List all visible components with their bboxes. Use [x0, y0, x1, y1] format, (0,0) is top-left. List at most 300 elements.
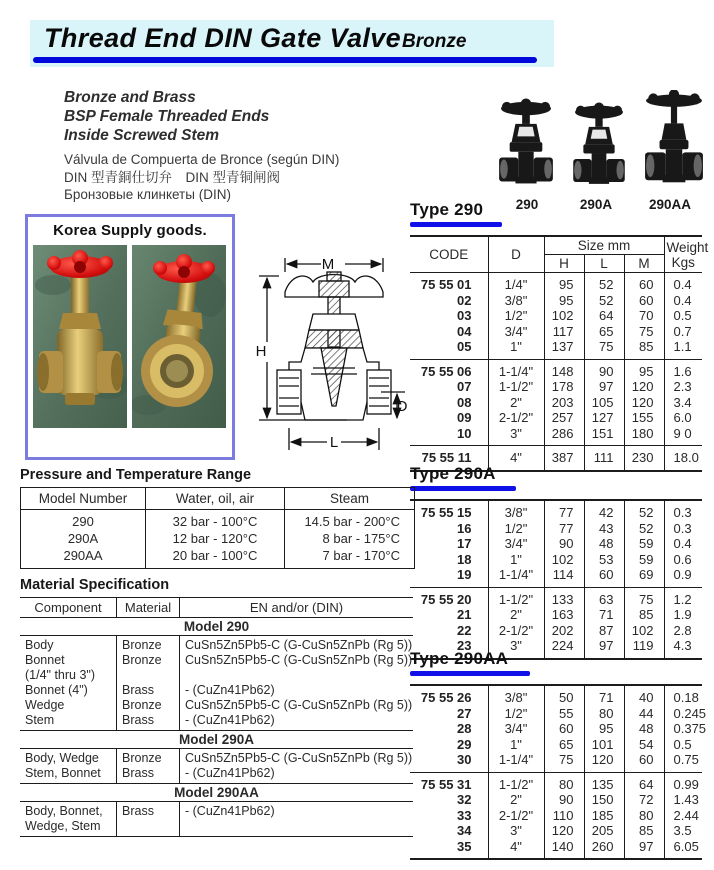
cell-size-d: 1-1/4" — [488, 567, 544, 587]
table-row — [410, 324, 702, 340]
material-specification-table — [20, 597, 413, 837]
material-line: - (CuZn41Pb62) — [185, 683, 275, 697]
cell-m: 120 — [624, 379, 664, 395]
cell-h: 120 — [544, 823, 584, 839]
cell-l: 48 — [584, 536, 624, 552]
material-section-title-row — [20, 731, 413, 749]
feature-lines — [64, 88, 394, 145]
cell-m: 75 — [624, 324, 664, 340]
valve-photo-front — [33, 245, 127, 428]
cell-m: 120 — [624, 395, 664, 411]
cell-h: 90 — [544, 792, 584, 808]
cell-size-d: 4" — [488, 446, 544, 471]
cell-l: 101 — [584, 737, 624, 753]
cell-size-d: 1/4" — [488, 273, 544, 293]
pressure-row — [21, 547, 415, 569]
translation-line: Бронзовые клинкеты (DIN) — [64, 187, 231, 202]
cell-h: 117 — [544, 324, 584, 340]
cell-size-d: 2-1/2" — [488, 808, 544, 824]
cell-m: 52 — [624, 500, 664, 521]
cell-code: 05 — [457, 339, 472, 354]
cell-size-d: 3" — [488, 426, 544, 446]
feature-line: Inside Screwed Stem — [64, 127, 220, 144]
cell-weight: 1.2 — [664, 587, 702, 607]
material-section — [20, 784, 413, 837]
cell-size-d: 3/8" — [488, 685, 544, 706]
photo-row — [33, 245, 227, 428]
material-component-cell — [20, 802, 117, 837]
cell-code: 21 — [457, 607, 472, 622]
cell-m: 52 — [624, 521, 664, 537]
cell-h: 102 — [544, 552, 584, 568]
cell-weight: 0.6 — [664, 552, 702, 568]
material-line: Stem — [25, 713, 55, 727]
translation-lines — [64, 151, 394, 204]
cell-code: 32 — [457, 792, 472, 807]
product-material-label: Bronze — [402, 31, 467, 52]
type-290-section — [410, 200, 709, 472]
table-row — [410, 379, 702, 395]
material-line: - (CuZn41Pb62) — [185, 804, 275, 818]
cell-weight: 1.9 — [664, 607, 702, 623]
cell-h: 80 — [544, 772, 584, 792]
material-material-cell — [117, 636, 180, 731]
cell-weight: 2.44 — [664, 808, 702, 824]
cell-l: 151 — [584, 426, 624, 446]
cell-m: 59 — [624, 536, 664, 552]
cell-code: 09 — [457, 410, 472, 425]
cell-m: 40 — [624, 685, 664, 706]
cell-l: 64 — [584, 308, 624, 324]
material-line: Brass — [122, 804, 154, 818]
cell-code: 16 — [457, 520, 472, 536]
material-section-title: Model 290 — [20, 618, 413, 636]
translation-line: Válvula de Compuerta de Bronce (según DIN) — [64, 152, 340, 167]
cell-weight: 0.4 — [664, 273, 702, 293]
cell-size-d: 1-1/2" — [488, 772, 544, 792]
table-row — [410, 293, 702, 309]
gate-valve-section-drawing — [247, 250, 409, 460]
pressure-col-header: Steam — [285, 488, 415, 510]
cell-size-d: 1" — [488, 737, 544, 753]
pressure-col-header: Model Number — [21, 488, 146, 510]
table-row — [410, 607, 702, 623]
table-row — [410, 721, 702, 737]
pressure-row — [21, 510, 415, 531]
cell-l: 75 — [584, 339, 624, 359]
cell-size-d: 1" — [488, 552, 544, 568]
cell-code: 22 — [457, 622, 472, 638]
material-section-title: Model 290A — [20, 731, 413, 749]
cell-h: 387 — [544, 446, 584, 471]
pressure-temperature-table — [20, 487, 415, 569]
cell-l: 87 — [584, 623, 624, 639]
material-line: Brass — [122, 766, 154, 780]
material-line — [122, 819, 174, 834]
cell-weight: 3.4 — [664, 395, 702, 411]
material-line: CuSn5Zn5Pb5-C (G-CuSn5ZnPb (Rg 5)) — [185, 751, 413, 765]
cell-weight: 0.3 — [664, 500, 702, 521]
cell-l: 65 — [584, 324, 624, 340]
cell-code: 75 55 01 — [420, 277, 472, 292]
cell-h: 140 — [544, 839, 584, 860]
material-line — [122, 668, 174, 683]
size-group — [410, 587, 702, 659]
material-section — [20, 731, 413, 784]
cell-code: 75 55 20 — [420, 591, 472, 607]
col-header-weight: Weight Kgs — [664, 236, 702, 273]
cell-l: 52 — [584, 293, 624, 309]
dim-label-l: L — [329, 434, 339, 451]
cell-size-d: 3/8" — [488, 500, 544, 521]
cell-h: 95 — [544, 293, 584, 309]
cell-l: 63 — [584, 587, 624, 607]
header-row-1 — [410, 236, 702, 255]
material-line: Stem, Bonnet — [25, 766, 101, 780]
product-description — [64, 88, 394, 204]
material-col-header: Material — [117, 598, 180, 618]
material-line: Bronze — [122, 751, 162, 765]
cell-size-d: 2-1/2" — [488, 410, 544, 426]
table-row — [410, 752, 702, 772]
table-row — [410, 792, 702, 808]
pressure-cell: 12 bar - 120°C — [146, 530, 285, 547]
cell-weight: 0.7 — [664, 324, 702, 340]
material-specification-section — [20, 577, 413, 837]
cell-m: 80 — [624, 808, 664, 824]
material-line: Bronze — [122, 638, 162, 652]
material-line: - (CuZn41Pb62) — [185, 713, 275, 727]
table-row — [410, 772, 702, 792]
type-290aa-section — [410, 649, 707, 860]
cell-h: 286 — [544, 426, 584, 446]
thumbnail-label-290aa: 290AA — [648, 197, 692, 212]
cell-weight: 0.3 — [664, 521, 702, 537]
photo-caption: Korea Supply goods. — [53, 222, 207, 239]
material-standard-cell — [180, 749, 414, 784]
cell-size-d: 1-1/4" — [488, 359, 544, 379]
material-section-body-row — [20, 802, 413, 837]
cell-code: 75 55 06 — [420, 363, 472, 379]
material-line — [185, 819, 408, 834]
cell-code: 27 — [457, 705, 472, 721]
pressure-cell: 14.5 bar - 200°C — [285, 510, 415, 531]
cell-h: 114 — [544, 567, 584, 587]
cell-weight: 9 0 — [664, 426, 702, 446]
cell-m: 102 — [624, 623, 664, 639]
cell-code: 03 — [457, 308, 472, 323]
thumbnail-label-290a: 290A — [579, 197, 613, 212]
material-line: Body, Bonnet, — [25, 804, 103, 818]
type-290aa-heading: Type 290AA — [410, 649, 509, 668]
cell-weight: 4.3 — [664, 638, 702, 659]
material-section-title: Model 290AA — [20, 784, 413, 802]
col-header-size-mm: Size mm — [544, 236, 664, 255]
cell-weight: 0.375 — [664, 721, 702, 737]
cell-m: 75 — [624, 587, 664, 607]
cell-m: 64 — [624, 772, 664, 792]
size-group — [410, 772, 702, 859]
cell-weight: 1.1 — [664, 339, 702, 359]
table-row — [410, 395, 702, 411]
cell-size-d: 3" — [488, 638, 544, 659]
col-header-d: D — [488, 236, 544, 273]
feature-line: Bronze and Brass — [64, 89, 196, 106]
material-col-header: EN and/or (DIN) — [180, 598, 414, 618]
cell-code: 33 — [457, 807, 472, 823]
cell-h: 148 — [544, 359, 584, 379]
cell-l: 205 — [584, 823, 624, 839]
cell-l: 120 — [584, 752, 624, 772]
cell-size-d: 1/2" — [488, 706, 544, 722]
cell-m: 95 — [624, 359, 664, 379]
header-row — [21, 488, 415, 510]
cell-code: 02 — [457, 292, 472, 308]
material-line: CuSn5Zn5Pb5-C (G-CuSn5ZnPb (Rg 5)) — [185, 653, 413, 667]
cell-size-d: 2" — [488, 792, 544, 808]
type-290-underline — [410, 222, 502, 227]
dim-label-h: H — [255, 343, 267, 360]
cell-l: 97 — [584, 379, 624, 395]
table-row — [410, 410, 702, 426]
pressure-heading: Pressure and Temperature Range — [20, 467, 252, 483]
table-row — [410, 823, 702, 839]
material-col-header: Component — [20, 598, 117, 618]
cell-m: 119 — [624, 638, 664, 659]
cell-h: 224 — [544, 638, 584, 659]
thumbnail-row — [497, 90, 705, 194]
cell-weight: 0.4 — [664, 536, 702, 552]
cell-l: 260 — [584, 839, 624, 860]
table-row — [410, 273, 702, 293]
table-row — [410, 706, 702, 722]
cell-code: 04 — [457, 323, 472, 339]
cell-weight: 0.9 — [664, 567, 702, 587]
cell-size-d: 1-1/2" — [488, 587, 544, 607]
cell-l: 60 — [584, 567, 624, 587]
cell-code: 08 — [457, 394, 472, 410]
pressure-temperature-section — [20, 467, 403, 569]
cell-m: 85 — [624, 823, 664, 839]
material-header — [20, 598, 413, 618]
cell-m: 85 — [624, 607, 664, 623]
cell-size-d: 1" — [488, 339, 544, 359]
cell-size-d: 3/8" — [488, 293, 544, 309]
cell-weight: 18.0 — [664, 446, 702, 471]
cell-size-d: 4" — [488, 839, 544, 860]
cell-l: 105 — [584, 395, 624, 411]
cell-l: 52 — [584, 273, 624, 293]
material-line — [185, 668, 408, 683]
material-section-title-row — [20, 618, 413, 636]
size-group — [410, 685, 707, 772]
cell-m: 70 — [624, 308, 664, 324]
cell-code: 18 — [457, 551, 472, 567]
banner-underline — [33, 57, 537, 63]
type-290a-heading: Type 290A — [410, 464, 496, 483]
translation-line: DIN 型青銅仕切弁 DIN 型青铜闸阀 — [64, 169, 280, 185]
col-header-l: L — [584, 255, 624, 273]
cell-l: 95 — [584, 721, 624, 737]
table-row — [410, 737, 702, 753]
type-290a-underline — [410, 486, 516, 491]
material-section-body-row — [20, 749, 413, 784]
cell-size-d: 3" — [488, 823, 544, 839]
material-standard-cell — [180, 636, 414, 731]
valve-290-thumbnail-image — [497, 98, 555, 194]
material-component-cell — [20, 636, 117, 731]
cell-h: 163 — [544, 607, 584, 623]
table-row — [410, 359, 702, 379]
material-component-cell — [20, 749, 117, 784]
material-section-body-row — [20, 636, 413, 731]
pressure-cell: 32 bar - 100°C — [146, 510, 285, 531]
type-290-heading: Type 290 — [410, 200, 484, 219]
cell-weight: 2.8 — [664, 623, 702, 639]
cell-m: 48 — [624, 721, 664, 737]
cell-h: 133 — [544, 587, 584, 607]
cell-l: 97 — [584, 638, 624, 659]
cell-size-d: 2-1/2" — [488, 623, 544, 639]
table-row — [410, 839, 702, 860]
pressure-cell: 290 — [72, 514, 94, 529]
cell-l: 90 — [584, 359, 624, 379]
table-row — [410, 426, 702, 446]
feature-line: BSP Female Threaded Ends — [64, 108, 270, 125]
thumbnail-label-290: 290 — [515, 197, 539, 212]
pressure-cell: 7 bar - 170°C — [285, 547, 415, 569]
cell-l: 150 — [584, 792, 624, 808]
material-line: Body, Wedge — [25, 751, 99, 765]
header-row — [20, 598, 413, 618]
cell-code: 30 — [457, 752, 472, 767]
material-line: Brass — [122, 683, 154, 697]
cell-weight: 0.5 — [664, 308, 702, 324]
cell-m: 60 — [624, 293, 664, 309]
type-290aa-size-table — [410, 684, 707, 860]
cell-code: 75 55 15 — [420, 505, 472, 520]
cell-code: 07 — [457, 379, 472, 394]
cell-code: 23 — [457, 638, 472, 653]
table-row — [410, 587, 702, 607]
cell-weight: 6.0 — [664, 410, 702, 426]
cell-m: 59 — [624, 552, 664, 568]
material-standard-cell — [180, 802, 414, 837]
cell-m: 72 — [624, 792, 664, 808]
pressure-col-header: Water, oil, air — [146, 488, 285, 510]
cell-l: 43 — [584, 521, 624, 537]
cell-l: 185 — [584, 808, 624, 824]
material-section — [20, 618, 413, 731]
cell-code: 75 55 31 — [420, 776, 472, 792]
cell-h: 137 — [544, 339, 584, 359]
cell-code: 10 — [457, 425, 472, 441]
size-group — [410, 273, 702, 360]
table-row — [410, 567, 702, 587]
col-header-code: CODE — [429, 247, 469, 262]
cell-h: 95 — [544, 273, 584, 293]
table-row — [410, 536, 702, 552]
cell-size-d: 1-1/2" — [488, 379, 544, 395]
cell-size-d: 1-1/4" — [488, 752, 544, 772]
table-row — [410, 685, 702, 706]
cell-weight: 1.6 — [664, 359, 702, 379]
size-group — [410, 500, 702, 587]
cell-l: 71 — [584, 685, 624, 706]
cell-code: 28 — [457, 721, 472, 736]
model-thumbnails — [497, 90, 705, 212]
table-row — [410, 623, 702, 639]
pressure-header — [21, 488, 415, 510]
cell-l: 80 — [584, 706, 624, 722]
cell-h: 65 — [544, 737, 584, 753]
cell-weight: 3.5 — [664, 823, 702, 839]
cell-size-d: 3/4" — [488, 536, 544, 552]
cell-m: 180 — [624, 426, 664, 446]
cell-h: 90 — [544, 536, 584, 552]
cell-weight: 0.5 — [664, 737, 702, 753]
material-line: Bonnet (4") — [25, 683, 88, 697]
material-line: Bronze — [122, 653, 162, 667]
cell-weight: 0.75 — [664, 752, 702, 772]
cell-h: 60 — [544, 721, 584, 737]
material-section-title-row — [20, 784, 413, 802]
cell-code: 17 — [457, 536, 472, 551]
material-line: Brass — [122, 713, 154, 727]
type-290-size-table — [410, 235, 709, 472]
type-290a-section — [410, 464, 702, 660]
table-row — [410, 521, 702, 537]
cell-h: 178 — [544, 379, 584, 395]
pressure-cell: 290AA — [63, 548, 103, 563]
cell-h: 77 — [544, 500, 584, 521]
cell-m: 60 — [624, 752, 664, 772]
material-line: Body — [25, 638, 54, 652]
material-line: Wedge — [25, 698, 65, 712]
cell-m: 85 — [624, 339, 664, 359]
cell-code: 19 — [457, 567, 472, 582]
size-table-header — [410, 236, 709, 273]
material-line: Bronze — [122, 698, 162, 712]
dimension-diagram — [247, 250, 409, 460]
cell-weight: 0.4 — [664, 293, 702, 309]
pressure-cell: 20 bar - 100°C — [146, 547, 285, 569]
cell-m: 69 — [624, 567, 664, 587]
cell-size-d: 1/2" — [488, 308, 544, 324]
cell-size-d: 1/2" — [488, 521, 544, 537]
dim-label-m: M — [321, 256, 335, 273]
table-row — [410, 500, 702, 521]
material-material-cell — [117, 802, 180, 837]
type-290a-size-table — [410, 499, 702, 660]
cell-m: 97 — [624, 839, 664, 860]
cell-code: 75 55 26 — [420, 690, 472, 705]
material-line: CuSn5Zn5Pb5-C (G-CuSn5ZnPb (Rg 5)) — [185, 638, 413, 652]
cell-h: 77 — [544, 521, 584, 537]
cell-h: 257 — [544, 410, 584, 426]
pressure-cell: 8 bar - 175°C — [285, 530, 415, 547]
cell-l: 71 — [584, 607, 624, 623]
cell-m: 44 — [624, 706, 664, 722]
cell-size-d: 3/4" — [488, 721, 544, 737]
cell-m: 60 — [624, 273, 664, 293]
cell-weight: 6.05 — [664, 839, 702, 860]
cell-m: 155 — [624, 410, 664, 426]
valve-290a-thumbnail-image — [571, 102, 627, 194]
cell-code: 35 — [457, 838, 472, 854]
size-group — [410, 359, 702, 446]
table-row — [410, 808, 702, 824]
